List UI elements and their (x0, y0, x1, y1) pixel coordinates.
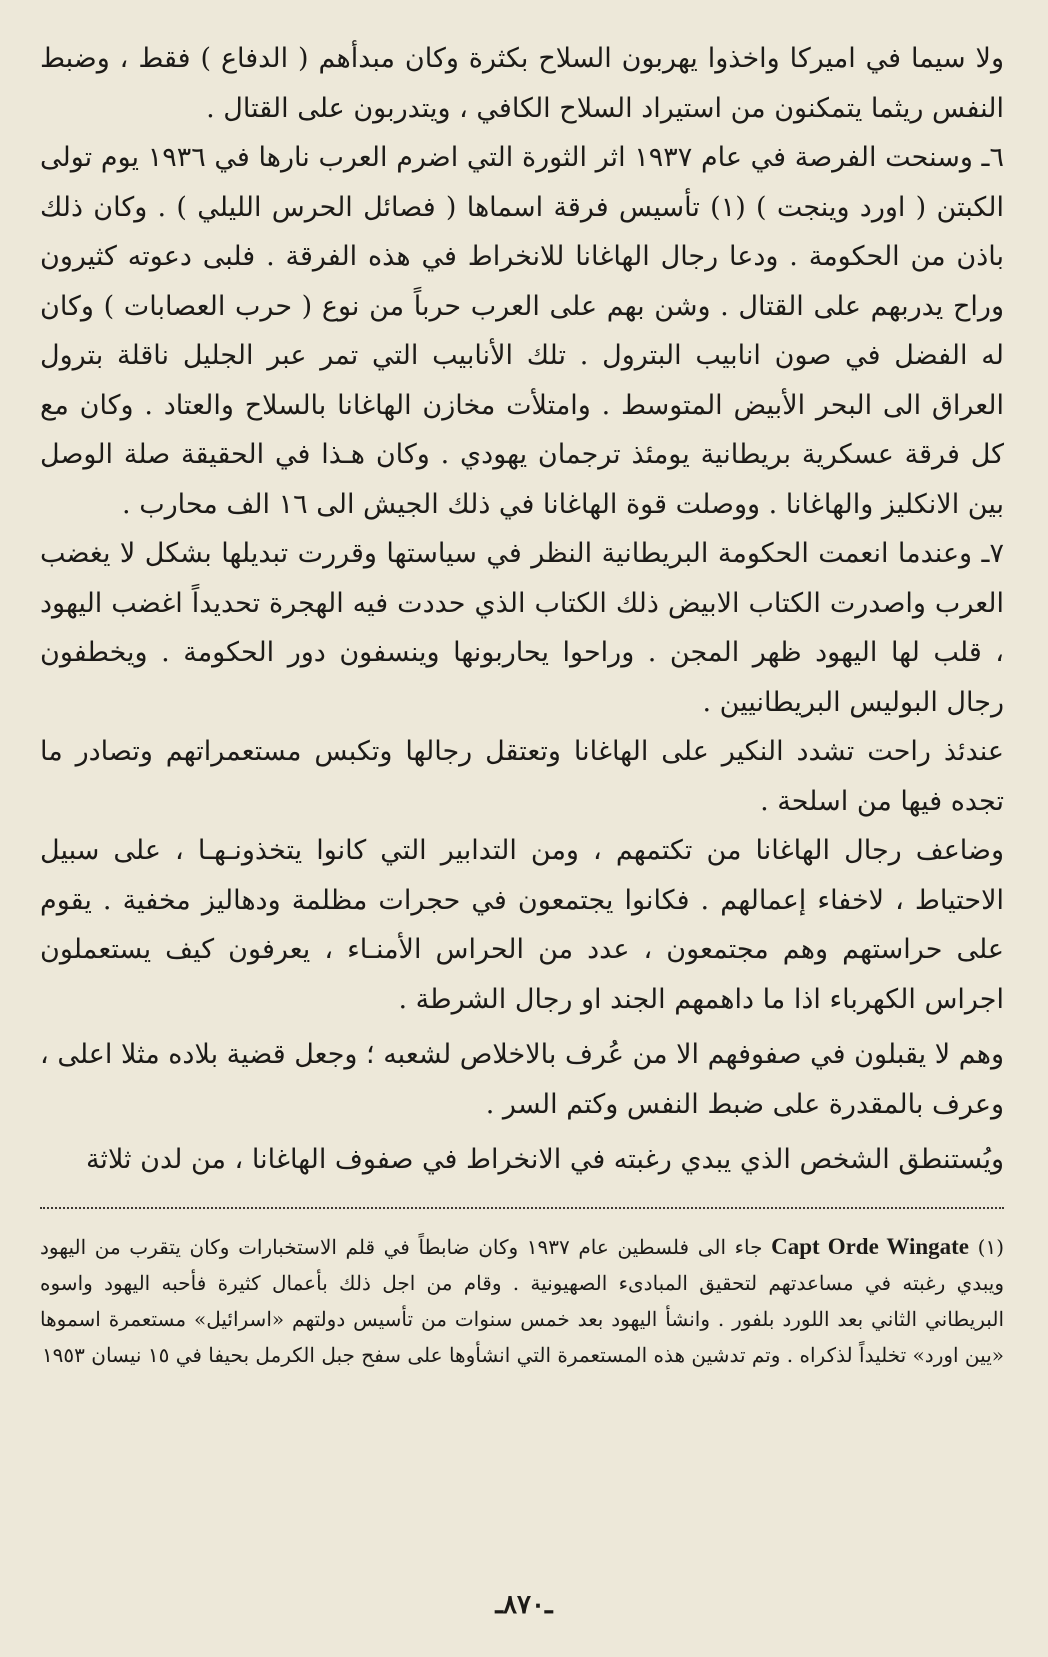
footnote-1 (40, 1229, 1004, 1373)
footnote-text: جاء الى فلسطين عام ١٩٣٧ وكان ضابطاً في قلم الاستخبارات وكان يتقرب من اليهود ويبدي رغبته في مساعدتهم لتحقيق المبادىء الصهيونية . وقام من اجل ذلك بأعمال كثيرة فأحبه اليهود واسوه البريطاني الثاني بعد اللورد بلفور . وانشأ اليهود بعد خمس سنوات من تأسيس دولتهم «اسرائيل» مستعمرة اسموها «يين اورد» تخليداً لذكراه . وتم تدشين هذه المستعمرة التي انشأوها على سفح جبل الكرمل بحيفا في ١٥ نيسان ١٩٥٣ (40, 1234, 1004, 1367)
paragraph-1: ولا سيما في اميركا واخذوا يهربون السلاح بكثرة وكان مبدأهم ( الدفاع ) فقط ، وضبط النفس ريثما يتمكنون من استيراد السلاح الكافي ، ويتدربون على القتال . (40, 43, 1004, 124)
paragraph-4: عندئذ راحت تشدد النكير على الهاغانا وتعتقل رجالها وتكبس مستعمراتهم وتصادر ما تجده فيها من اسلحة . (40, 736, 1004, 817)
page-number: ـ٨٧٠ـ (495, 1590, 553, 1620)
paragraph-5: وضاعف رجال الهاغانا من تكتمهم ، ومن التدابير التي كانوا يتخذونـهـا ، على سبيل الاحتياط ، لاخفاء إعمالهم . فكانوا يجتمعون في حجرات مظلمة ودهاليز مخفية . يقوم على حراستهم وهم مجتمعون ، عدد من الحراس الأمنـاء ، يعرفون كيف يستعملون اجراس الكهرباء اذا ما داهمهم الجند او رجال الشرطة . (40, 835, 1004, 1015)
paragraph-7: ويُستنطق الشخص الذي يبدي رغبته في الانخراط في صفوف الهاغانا ، من لدن ثلاثة (85, 1144, 1004, 1175)
paragraph-3: ٧ـ وعندما انعمت الحكومة البريطانية النظر في سياستها وقررت تبديلها بشكل لا يغضب العرب واصدرت الكتاب الابيض ذلك الكتاب الذي حددت فيه الهجرة تحديداً اغضب اليهود ، قلب لها اليهود ظهر المجن . وراحوا يحاربونها وينسفون دور الحكومة . ويخطفون رجال البوليس البريطانيين . (40, 538, 1004, 718)
paragraph-2: ٦ـ وسنحت الفرصة في عام ١٩٣٧ اثر الثورة التي اضرم العرب نارها في ١٩٣٦ يوم تولى الكبتن ( اورد وينجت ) (١) تأسيس فرقة اسماها ( فصائل الحرس الليلي ) . وكان ذلك باذن من الحكومة . ودعا رجال الهاغانا للانخراط في هذه الفرقة . فلبى دعوته كثيرون وراح يدربهم على القتال . وشن بهم على العرب حرباً من نوع ( حرب العصابات ) وكان له الفضل في صون انابيب البترول . تلك الأنابيب التي تمر عبر الجليل ناقلة بترول العراق الى البحر الأبيض المتوسط . وامتلأت مخازن الهاغانا بالسلاح والعتاد . وكان مع كل فرقة عسكرية بريطانية يومئذ ترجمان يهودي . وكان هـذا في الحقيقة صلة الوصل بين الانكليز والهاغانا . ووصلت قوة الهاغانا في ذلك الجيش الى ١٦ الف محارب . (40, 142, 1004, 520)
main-text (40, 34, 1004, 1185)
footnote-latin-name: Capt Orde Wingate (771, 1233, 970, 1259)
footnotes (40, 1229, 1004, 1373)
paragraph-6: وهم لا يقبلون في صفوفهم الا من عُرف بالاخلاص لشعبه ؛ وجعل قضية بلاده مثلا اعلى ، وعرف بالمقدرة على ضبط النفس وكتم السر . (40, 1039, 1004, 1120)
footnote-marker: (١) (977, 1234, 1005, 1259)
footnote-divider (40, 1207, 1004, 1209)
